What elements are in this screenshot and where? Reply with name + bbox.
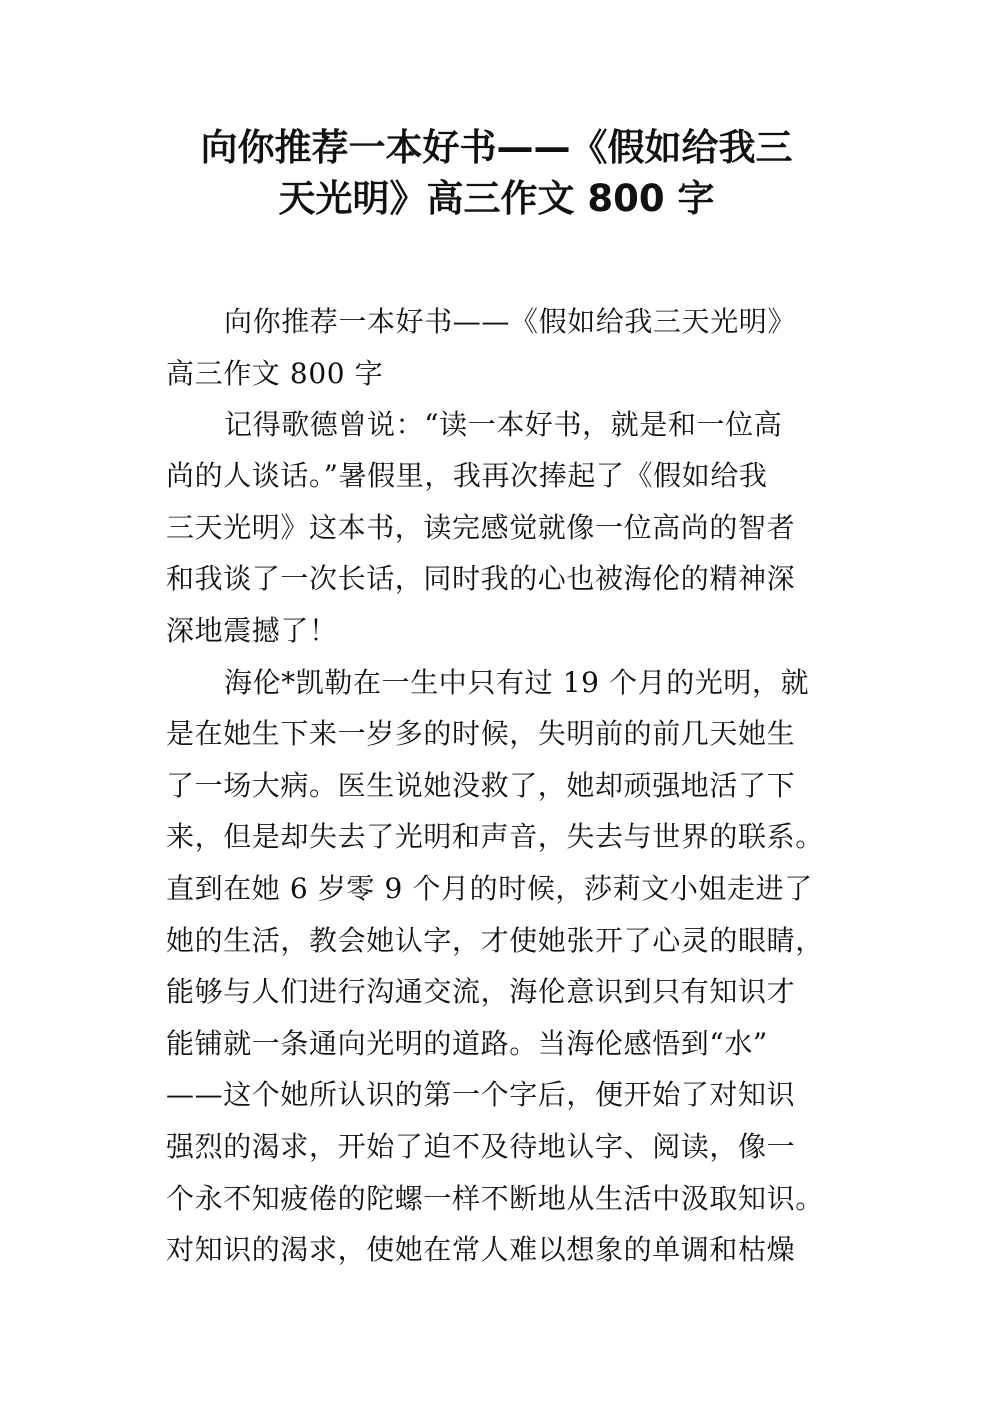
paragraph-line: 强烈的渴求，开始了迫不及待地认字、阅读，像一	[166, 1130, 796, 1163]
paragraph-line: 她的生活，教会她认字，才使她张开了心灵的眼睛，	[166, 924, 824, 957]
paragraph-line: 了一场大病。医生说她没救了，她却顽强地活了下	[166, 769, 796, 802]
paragraph-line: 个永不知疲倦的陀螺一样不断地从生活中汲取知识。	[166, 1182, 824, 1215]
paragraph-line: 是在她生下来一岁多的时候，失明前的前几天她生	[166, 717, 796, 750]
paragraph-line: 深地震撼了！	[166, 614, 338, 647]
paragraph-line: 和我谈了一次长话，同时我的心也被海伦的精神深	[166, 562, 796, 595]
paragraph-line: ——这个她所认识的第一个字后，便开始了对知识	[166, 1078, 796, 1111]
paragraph-line: 能够与人们进行沟通交流，海伦意识到只有知识才	[166, 975, 796, 1008]
paragraph-line: 来，但是却失去了光明和声音，失去与世界的联系。	[166, 820, 824, 853]
paragraph-line: 尚的人谈话。”暑假里，我再次捧起了《假如给我	[166, 459, 768, 492]
paragraph-line: 高三作文 800 字	[166, 357, 384, 390]
paragraph-line: 对知识的渴求，使她在常人难以想象的单调和枯燥	[166, 1233, 796, 1266]
paragraph-line: 向你推荐一本好书——《假如给我三天光明》	[224, 305, 797, 338]
paragraph-line: 记得歌德曾说：“读一本好书，就是和一位高	[224, 408, 783, 441]
document-title-line-2: 天光明》高三作文 800 字	[278, 177, 715, 220]
document-title-line-1: 向你推荐一本好书——《假如给我三	[200, 126, 793, 169]
paragraph-line: 能铺就一条通向光明的道路。当海伦感悟到“水”	[166, 1027, 768, 1060]
paragraph-line: 海伦*凯勒在一生中只有过 19 个月的光明，就	[224, 666, 810, 699]
paragraph-line: 三天光明》这本书，读完感觉就像一位高尚的智者	[166, 511, 796, 544]
paragraph-line: 直到在她 6 岁零 9 个月的时候，莎莉文小姐走进了	[166, 872, 813, 905]
